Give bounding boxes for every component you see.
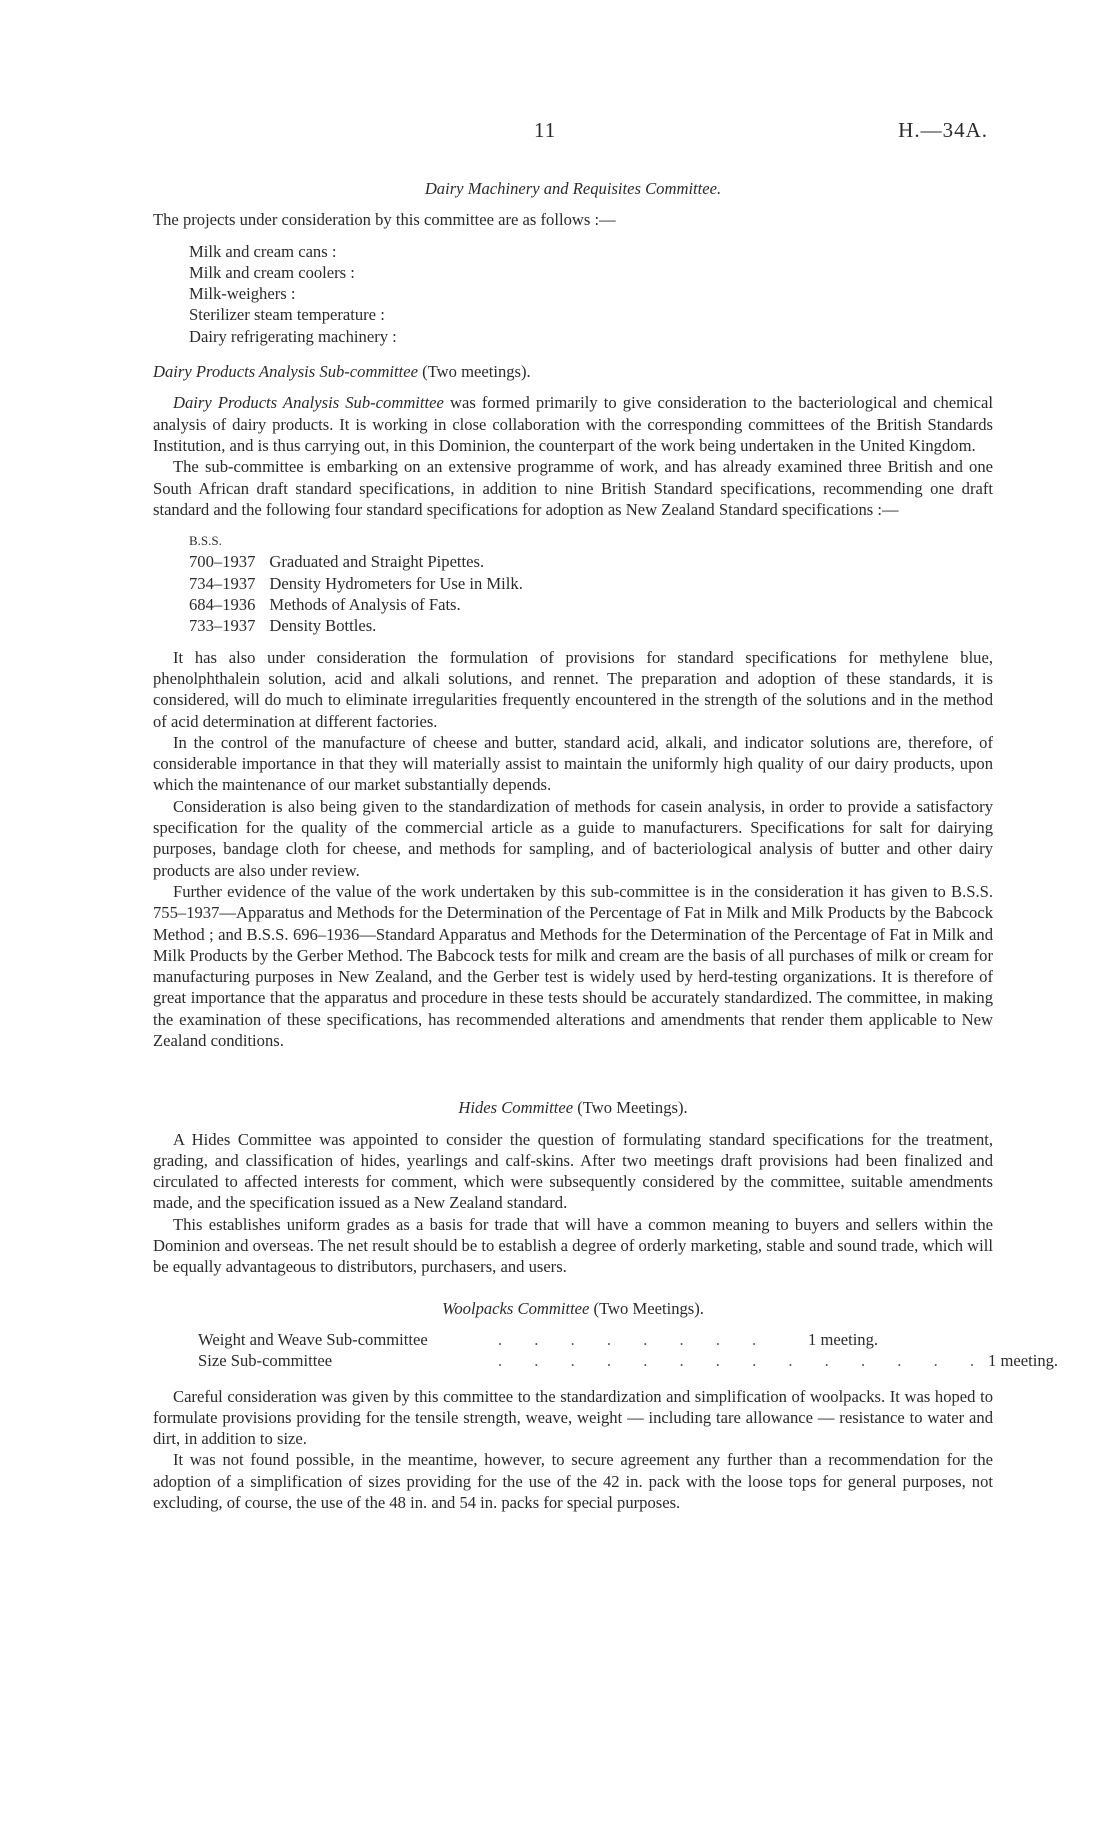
table-row: 684–1936 Methods of Analysis of Fats. bbox=[189, 595, 461, 615]
leader-dots: . . . . . . . . . . . . . . bbox=[498, 1351, 989, 1371]
bss-spec-table bbox=[189, 530, 537, 636]
list-item: Sterilizer steam temperature : bbox=[189, 305, 385, 325]
dairy-products-para-4: In the control of the manufacture of cheese and butter, standard acid, alkali, and indicator solutions are, therefore, of considerable importance in that they will materially assist to maintain the uniformly high quality of our dairy products, upon which the maintenance of our market substantially depends. bbox=[153, 732, 993, 795]
dairy-machinery-heading: Dairy Machinery and Requisites Committee. bbox=[424, 179, 722, 198]
list-item: Dairy refrigerating machinery : bbox=[189, 326, 397, 346]
list-item: Milk and cream coolers : bbox=[189, 262, 355, 282]
page-number: 11 bbox=[534, 118, 557, 142]
dairy-products-para-1: Dairy Products Analysis Sub-committee was formed primarily to give consideration to the bacteriological and chemical analysis of dairy products. It is working in close collaboration with the corresponding committees of the British Standards Institution, and is thus carrying out, in this Dominion, the counterpart of the work being undertaken in the United Kingdom. bbox=[153, 393, 993, 455]
leader-dots: . . . . . . . . bbox=[498, 1329, 771, 1349]
list-item: Milk and cream cans : bbox=[189, 241, 337, 261]
dairy-machinery-intro: The projects under consideration by this committee are as follows :— bbox=[153, 210, 616, 230]
dairy-machinery-list bbox=[153, 241, 993, 347]
list-item: Milk-weighers : bbox=[189, 284, 296, 304]
woolpacks-para-1: Careful consideration was given by this committee to the standardization and simplification of woolpacks. It was hoped to formulate provisions providing for the tensile strength, weave, weight — including tare allowance — resistance to water and dirt, in addition to size. bbox=[153, 1386, 993, 1449]
document-reference: H.—34A. bbox=[898, 118, 988, 142]
table-row: 734–1937 Density Hydrometers for Use in Milk. bbox=[189, 573, 523, 593]
hides-para-2: This establishes uniform grades as a basis for trade that will have a common meaning to buyers and sellers within the Dominion and overseas. The net result should be to establish a degree of orderly marketing, stable and sound trade, which will be equally advantageous to distributors, purchasers, and users. bbox=[153, 1214, 993, 1277]
hides-para-1: A Hides Committee was appointed to consider the question of formulating standard specifications for the treatment, grading, and classification of hides, yearlings and calf-skins. After two meetings draft provisions had been finalized and circulated to affected interests for comment, which were subsequently considered by the committee, suitable amendments made, and the specification issued as a New Zealand standard. bbox=[153, 1129, 993, 1213]
table-row: 733–1937 Density Bottles. bbox=[189, 616, 377, 636]
woolpacks-para-2: It was not found possible, in the meantime, however, to secure agreement any further than a recommendation for the adoption of a simplification of sizes providing for the use of the 42 in. pack with the loose tops for general purposes, not excluding, of course, the use of the 48 in. and 54 in. packs for special purposes. bbox=[153, 1450, 993, 1513]
dairy-products-para-3: It has also under consideration the formulation of provisions for standard specifications for methylene blue, phenolphthalein solution, acid and alkali solutions, and rennet. The preparation and adoption of these standards, it is considered, will do much to eliminate irregularities frequently encountered in the strength of the solutions and in the method of acid determination at different factories. bbox=[153, 647, 993, 731]
dairy-products-para-2: The sub-committee is embarking on an extensive programme of work, and has already examined three British and one South African draft standard specifications, in addition to nine British Standard specifications, recommending one draft standard and the following four standard specifications for adoption as New Zealand Standard specifications :— bbox=[153, 457, 993, 519]
dairy-products-heading: Dairy Products Analysis Sub-committee (Two meetings). bbox=[153, 362, 531, 382]
table-header: B.S.S. bbox=[189, 533, 222, 549]
hides-heading: Hides Committee (Two Meetings). bbox=[458, 1098, 688, 1118]
meeting-row: Size Sub-committee . . . . . . . . . . . . . . 1 meeting. bbox=[198, 1351, 1059, 1371]
main-text bbox=[153, 178, 1059, 1513]
woolpacks-heading: Woolpacks Committee (Two Meetings). bbox=[442, 1298, 704, 1318]
dairy-products-para-5: Consideration is also being given to the standardization of methods for casein analysis, in order to provide a satisfactory specification for the quality of the commercial article as a guide to manufacturers. Specifications for salt for dairying purposes, bandage cloth for cheese, and methods for sampling, and of bacteriological analysis of butter and other dairy products are also under review. bbox=[153, 796, 993, 880]
meeting-row: Weight and Weave Sub-committee . . . . . . . . 1 meeting. bbox=[198, 1329, 879, 1349]
dairy-products-para-6: Further evidence of the value of the work undertaken by this sub-committee is in the consideration it has given to B.S.S. 755–1937—Apparatus and Methods for the Determination of the Percentage of Fat in Milk and Milk Products by the Babcock Method ; and B.S.S. 696–1936—Standard Apparatus and Methods for the Determination of the Percentage of Fat in Milk and Milk Products by the Gerber Method. The Babcock tests for milk and cream are the basis of all purchases of milk or cream for manufacturing purposes in New Zealand, and the Gerber test is widely used by herd-testing organizations. It is therefore of great importance that the apparatus and procedure in these tests should be accurately standardized. The committee, in making the examination of these specifications, has recommended alterations and amendments that render them applicable to New Zealand conditions. bbox=[153, 881, 993, 1050]
table-row: 700–1937 Graduated and Straight Pipettes. bbox=[189, 552, 485, 572]
